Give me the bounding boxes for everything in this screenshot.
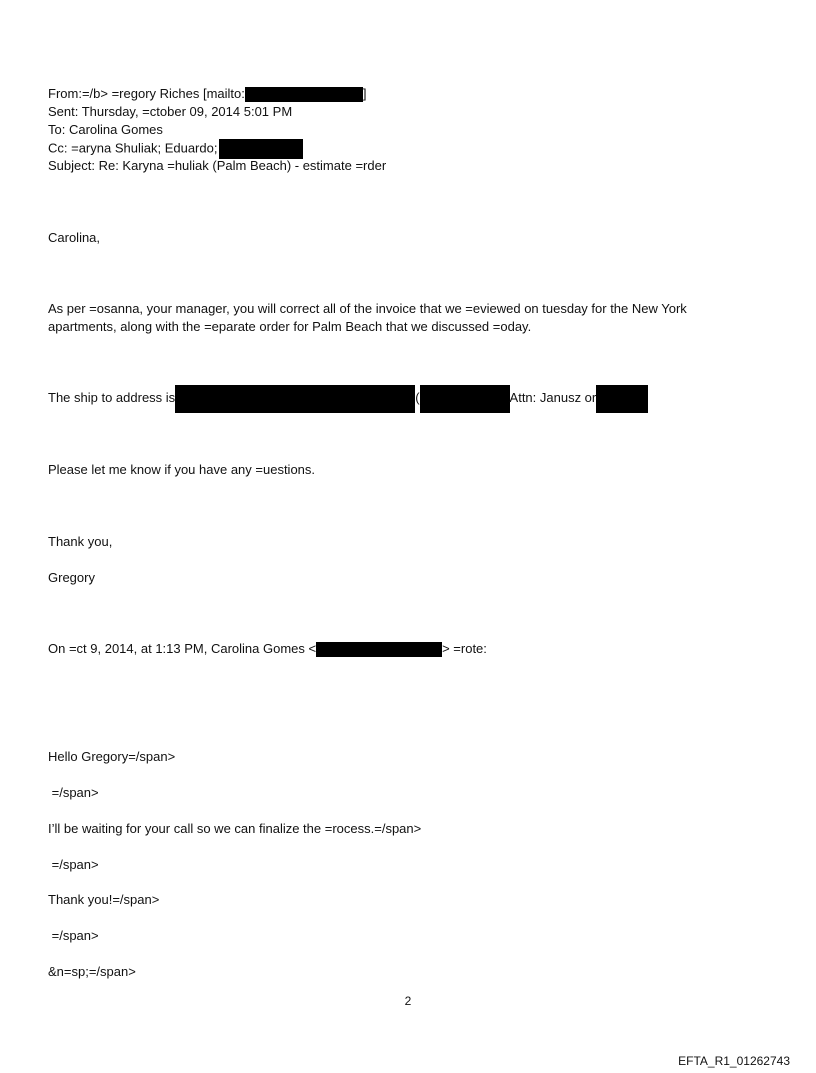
cc-line: [48, 139, 303, 159]
quoted-line: Hello Gregory=/span>: [48, 749, 176, 764]
ship-text: The ship to address is: [48, 390, 176, 405]
quoted-line: =/span>: [48, 857, 99, 872]
questions-line: Please let me know if you have any =uestions.: [48, 462, 316, 477]
from-text: From:=/b> =regory Riches [mailto:: [48, 86, 245, 101]
ship-address-line: [48, 383, 648, 413]
from-line: [48, 85, 367, 103]
quote-intro-text: On =ct 9, 2014, at 1:13 PM, Carolina Gomes <: [48, 641, 317, 656]
ship-paren: (: [415, 390, 420, 405]
document-id: EFTA_R1_01262743: [678, 1054, 790, 1068]
quote-intro-suffix: > =rote:: [442, 641, 487, 656]
ship-attn: Attn: Janusz or: [509, 390, 597, 405]
quoted-line: =/span>: [48, 928, 99, 943]
subject-line: Subject: Re: Karyna =huliak (Palm Beach) - estimate =rder: [48, 158, 387, 173]
cc-text: Cc: =aryna Shuliak; Eduardo;: [48, 140, 218, 156]
quoted-line: &n=sp;=/span>: [48, 964, 136, 979]
paragraph-line: As per =osanna, your manager, you will correct all of the invoice that we =eviewed on tuesday for the New York: [48, 301, 687, 316]
closing-line: Thank you,: [48, 534, 113, 549]
redaction-block: [316, 642, 442, 657]
from-suffix: ]: [362, 86, 367, 101]
redaction-block: [245, 87, 363, 102]
signature: Gregory: [48, 570, 95, 585]
salutation: Carolina,: [48, 230, 101, 245]
quote-intro: [48, 640, 487, 658]
sent-line: Sent: Thursday, =ctober 09, 2014 5:01 PM: [48, 104, 293, 119]
redaction-block: [175, 385, 415, 413]
page-number: 2: [404, 994, 412, 1008]
redaction-block: [219, 139, 303, 159]
quoted-line: =/span>: [48, 785, 99, 800]
redaction-block: [420, 385, 510, 413]
to-line: To: Carolina Gomes: [48, 122, 163, 137]
paragraph-line: apartments, along with the =eparate order for Palm Beach that we discussed =oday.: [48, 319, 532, 334]
quoted-line: I’ll be waiting for your call so we can finalize the =rocess.=/span>: [48, 821, 422, 836]
quoted-line: Thank you!=/span>: [48, 892, 160, 907]
redaction-block: [596, 385, 648, 413]
